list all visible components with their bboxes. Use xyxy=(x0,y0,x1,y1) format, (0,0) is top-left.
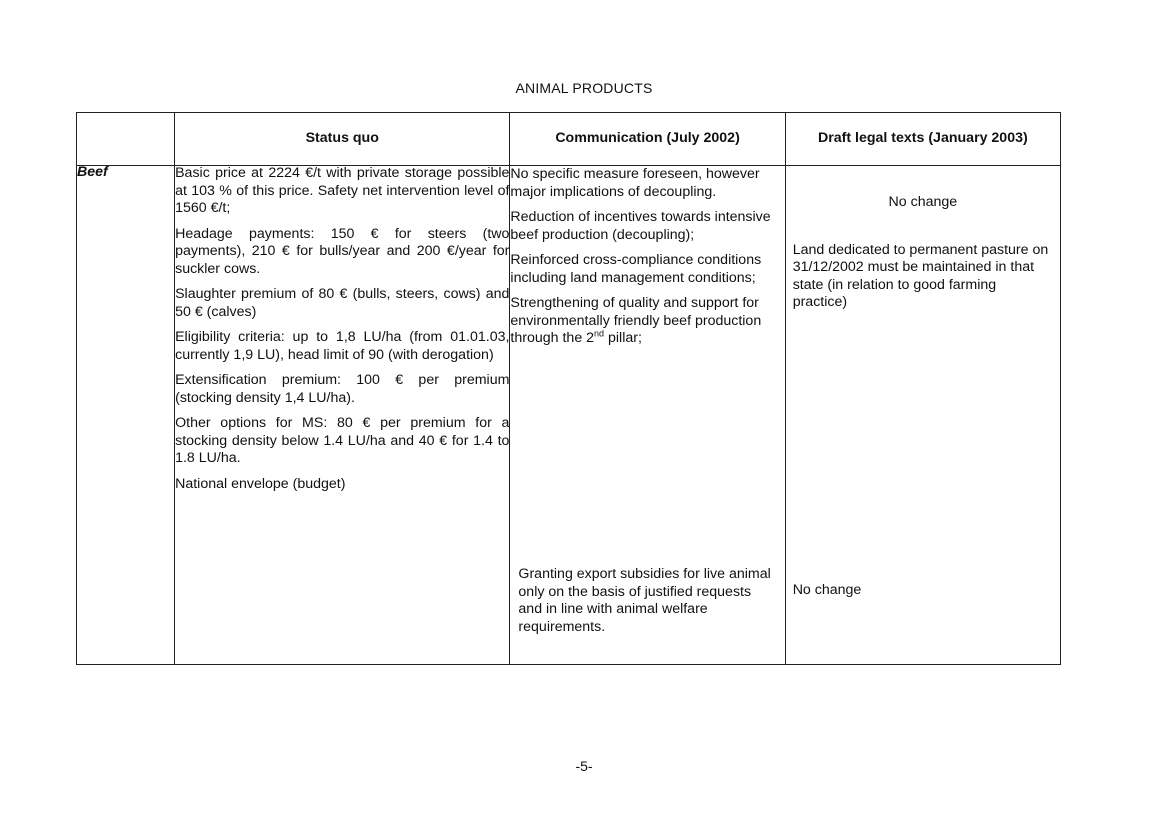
status-quo-cell xyxy=(175,166,510,665)
communication-text: Strengthening of quality and support for environmentally friendly beef production through the 2 xyxy=(510,295,762,346)
communication-cell xyxy=(510,166,785,665)
status-quo-paragraph: Eligibility criteria: up to 1,8 LU/ha (from 01.01.03, currently 1,9 LU), head limit of 90 (with derogation) xyxy=(175,329,510,363)
status-quo-paragraph: Headage payments: 150 € for steers (two payments), 210 € for bulls/year and 200 €/year for suckler cows. xyxy=(175,225,510,277)
draft-legal-texts-cell xyxy=(785,166,1060,665)
page-number: -5- xyxy=(575,758,593,774)
no-change-text: No change xyxy=(888,194,958,210)
no-change-text: No change xyxy=(792,582,862,598)
communication-paragraph xyxy=(510,295,784,348)
header-status-quo: Status quo xyxy=(175,113,510,166)
status-quo-paragraph: Basic price at 2224 €/t with private storage possible at 103 % of this price. Safety net intervention level of 1560 €/t; xyxy=(175,165,510,216)
draft-paragraph: Land dedicated to permanent pasture on 31/12/2002 must be maintained in that state (in relation to good farming practice) xyxy=(792,241,1049,310)
header-row xyxy=(77,113,1061,166)
status-quo-paragraph: National envelope (budget) xyxy=(175,475,346,492)
ordinal-superscript: nd xyxy=(594,328,605,339)
communication-text: pillar; xyxy=(604,330,642,346)
row-label-cell xyxy=(77,166,175,665)
header-draft-legal-texts: Draft legal texts (January 2003) xyxy=(785,113,1060,166)
status-quo-paragraph: Slaughter premium of 80 € (bulls, steers, cows) and 50 € (calves) xyxy=(175,286,510,320)
row-label: Beef xyxy=(77,164,108,180)
communication-paragraph: No specific measure foreseen, however major implications of decoupling. xyxy=(510,166,760,200)
communication-paragraph: Reinforced cross-compliance conditions including land management conditions; xyxy=(510,252,762,286)
comparison-table xyxy=(76,112,1061,665)
communication-paragraph: Reduction of incentives towards intensive beef production (decoupling); xyxy=(510,209,771,243)
communication-paragraph: Granting export subsidies for live animal only on the basis of justified requests and in line with animal welfare requirements. xyxy=(518,566,771,635)
header-empty-cell xyxy=(77,113,175,166)
table-row xyxy=(77,166,1061,665)
section-heading: ANIMAL PRODUCTS xyxy=(515,80,653,96)
status-quo-paragraph: Other options for MS: 80 € per premium for a stocking density below 1.4 LU/ha and 40 € for 1.4 to 1.8 LU/ha. xyxy=(175,415,510,466)
header-communication: Communication (July 2002) xyxy=(510,113,785,166)
status-quo-paragraph: Extensification premium: 100 € per premium (stocking density 1,4 LU/ha). xyxy=(175,372,510,406)
